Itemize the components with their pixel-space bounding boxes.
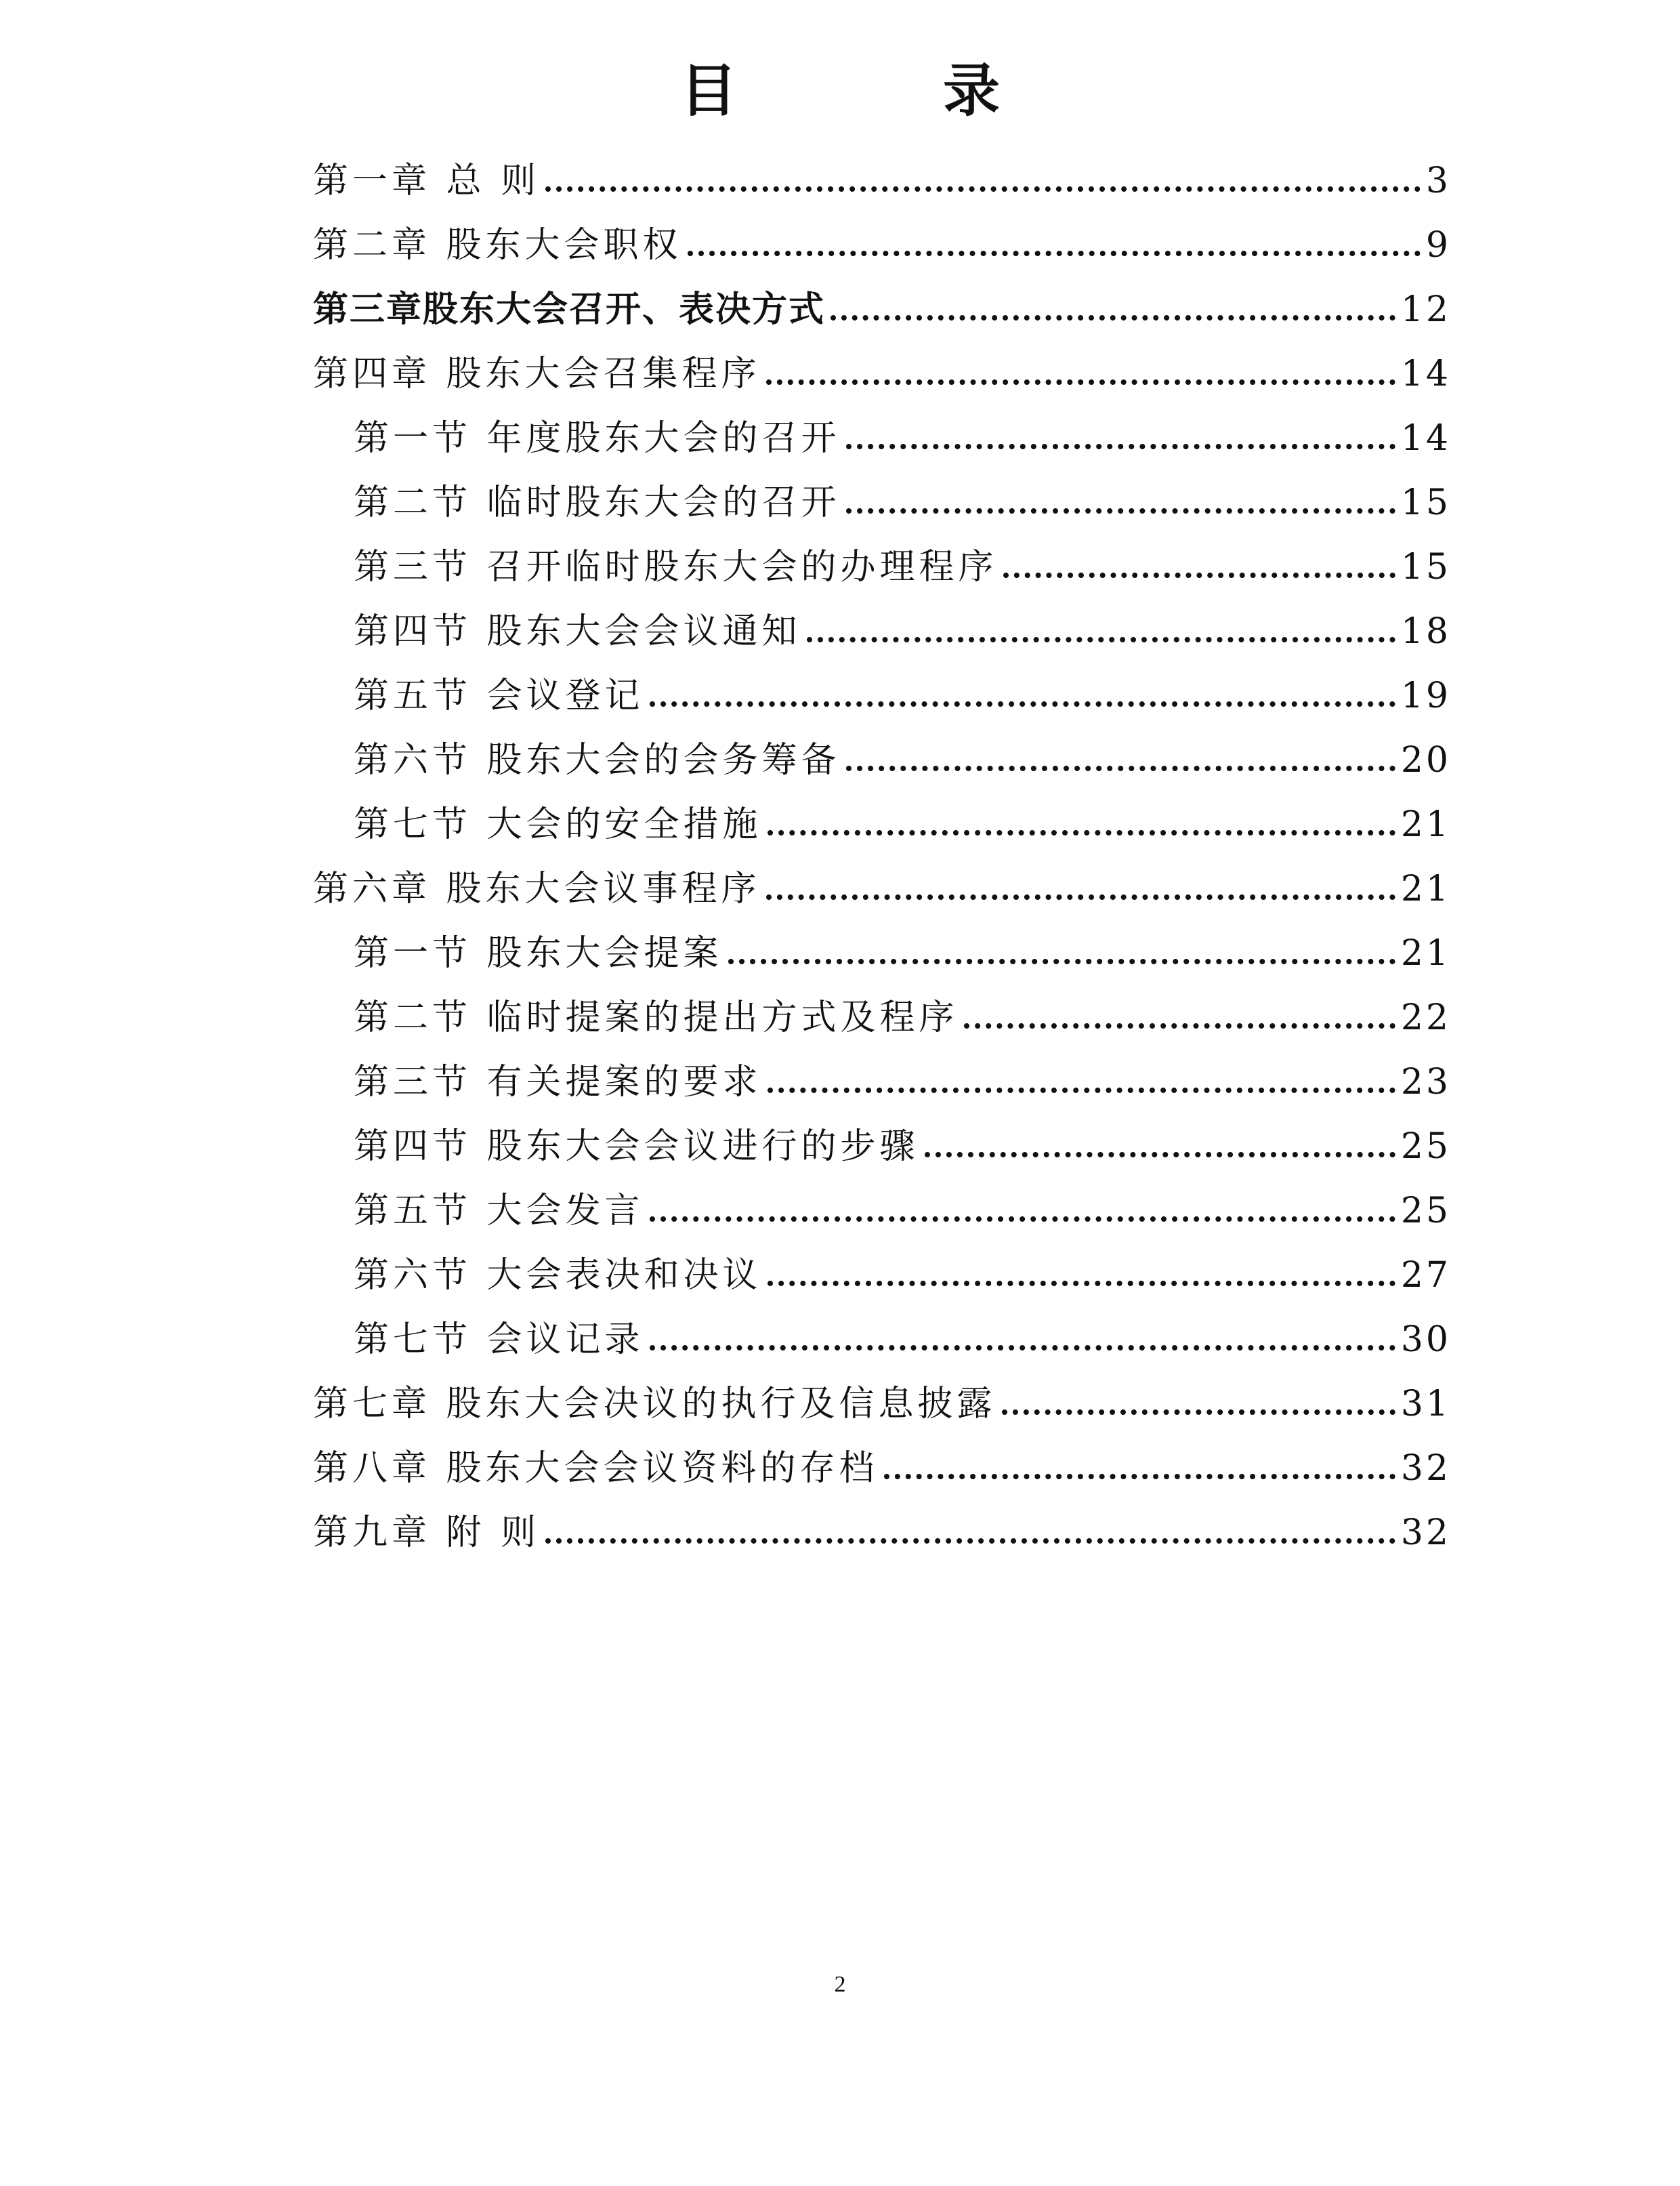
toc-entry-page: 14	[1400, 354, 1451, 394]
toc-entry-title: 第七章 股东大会决议的执行及信息披露	[313, 1384, 996, 1424]
dot-leader	[728, 957, 1395, 964]
dot-leader	[768, 1279, 1395, 1286]
dot-leader	[846, 507, 1395, 514]
toc-section-entry[interactable]	[313, 1115, 1451, 1179]
dot-leader	[831, 314, 1395, 321]
toc-entry-page: 3	[1425, 161, 1451, 201]
toc-chapter-entry[interactable]	[313, 1372, 1451, 1437]
dot-leader	[768, 829, 1395, 836]
toc-entry-title: 第六章 股东大会议事程序	[313, 869, 761, 909]
toc-entry-title: 第九章 附 则	[313, 1512, 541, 1553]
toc-entry-title: 第四节 股东大会会议通知	[354, 611, 801, 652]
dot-leader	[807, 636, 1395, 642]
toc-entry-page: 14	[1400, 418, 1451, 459]
dot-leader	[688, 249, 1421, 256]
dot-leader	[846, 442, 1395, 449]
toc-entry-title: 第七节 会议记录	[354, 1319, 644, 1360]
toc-chapter-entry[interactable]	[313, 213, 1451, 278]
dot-leader	[964, 1022, 1395, 1029]
toc-entry-title: 第三章股东大会召开、表决方式	[313, 289, 826, 330]
toc-entry-page: 25	[1400, 1126, 1451, 1167]
toc-section-entry[interactable]	[313, 535, 1451, 600]
toc-chapter-entry[interactable]	[313, 857, 1451, 922]
toc-entry-title: 第一节 股东大会提案	[354, 933, 723, 974]
dot-leader	[766, 378, 1395, 385]
toc-entry-title: 第五节 大会发言	[354, 1191, 644, 1231]
toc-entry-page: 30	[1400, 1319, 1451, 1360]
toc-chapter-entry[interactable]	[313, 1437, 1451, 1501]
toc-entry-page: 32	[1400, 1512, 1451, 1553]
toc-entry-page: 21	[1400, 933, 1451, 974]
dot-leader	[545, 1537, 1395, 1544]
toc-entry-page: 23	[1400, 1062, 1451, 1102]
toc-chapter-entry[interactable]	[313, 278, 1451, 342]
toc-chapter-entry[interactable]	[313, 1501, 1451, 1565]
toc-entry-title: 第八章 股东大会会议资料的存档	[313, 1448, 879, 1489]
toc-chapter-entry[interactable]	[313, 342, 1451, 407]
toc-section-entry[interactable]	[313, 1243, 1451, 1308]
toc-entry-page: 21	[1400, 804, 1451, 845]
toc-entry-page: 15	[1400, 547, 1451, 587]
toc-section-entry[interactable]	[313, 471, 1451, 535]
dot-leader	[650, 700, 1395, 707]
toc-section-entry[interactable]	[313, 922, 1451, 986]
toc-entry-title: 第五节 会议登记	[354, 676, 644, 716]
dot-leader	[766, 893, 1395, 900]
dot-leader	[1003, 571, 1395, 578]
toc-section-entry[interactable]	[313, 1179, 1451, 1243]
toc-section-entry[interactable]	[313, 793, 1451, 857]
toc-entry-title: 第二节 临时股东大会的召开	[354, 482, 841, 523]
toc-entry-page: 18	[1400, 611, 1451, 652]
dot-leader	[650, 1215, 1395, 1222]
toc-entry-page: 22	[1400, 997, 1451, 1038]
toc-entry-page: 21	[1400, 869, 1451, 909]
dot-leader	[884, 1472, 1395, 1479]
dot-leader	[1002, 1408, 1395, 1415]
toc-entry-title: 第六节 大会表决和决议	[354, 1255, 762, 1296]
toc-entry-title: 第三节 召开临时股东大会的办理程序	[354, 547, 998, 587]
toc-section-entry[interactable]	[313, 986, 1451, 1050]
dot-leader	[545, 185, 1421, 192]
toc-entry-page: 15	[1400, 482, 1451, 523]
toc-section-entry[interactable]	[313, 728, 1451, 793]
toc-entry-page: 31	[1400, 1384, 1451, 1424]
toc-entry-page: 19	[1400, 676, 1451, 716]
toc-entry-title: 第四章 股东大会召集程序	[313, 354, 761, 394]
dot-leader	[768, 1086, 1395, 1093]
toc-entry-title: 第二节 临时提案的提出方式及程序	[354, 997, 959, 1038]
dot-leader	[846, 764, 1395, 771]
dot-leader	[650, 1344, 1395, 1350]
toc-entry-title: 第四节 股东大会会议进行的步骤	[354, 1126, 919, 1167]
toc-entry-page: 27	[1400, 1255, 1451, 1296]
toc-entry-page: 25	[1400, 1191, 1451, 1231]
toc-section-entry[interactable]	[313, 1050, 1451, 1115]
toc-entry-title: 第三节 有关提案的要求	[354, 1062, 762, 1102]
toc-section-entry[interactable]	[313, 664, 1451, 728]
toc-chapter-entry[interactable]	[313, 149, 1451, 213]
toc-entry-title: 第七节 大会的安全措施	[354, 804, 762, 845]
toc-entry-title: 第一章 总 则	[313, 161, 541, 201]
toc-entry-title: 第一节 年度股东大会的召开	[354, 418, 841, 459]
toc-section-entry[interactable]	[313, 407, 1451, 471]
toc-entry-page: 12	[1400, 289, 1451, 330]
toc-section-entry[interactable]	[313, 1308, 1451, 1372]
page-title: 目 录	[679, 58, 1074, 125]
toc-entry-page: 9	[1425, 225, 1451, 266]
dot-leader	[925, 1151, 1395, 1157]
page-number: 2	[834, 1972, 846, 1997]
table-of-contents	[313, 149, 1451, 1565]
toc-entry-page: 20	[1400, 740, 1451, 781]
toc-entry-title: 第六节 股东大会的会务筹备	[354, 740, 841, 781]
toc-entry-page: 32	[1400, 1448, 1451, 1489]
toc-section-entry[interactable]	[313, 600, 1451, 664]
toc-entry-title: 第二章 股东大会职权	[313, 225, 682, 266]
